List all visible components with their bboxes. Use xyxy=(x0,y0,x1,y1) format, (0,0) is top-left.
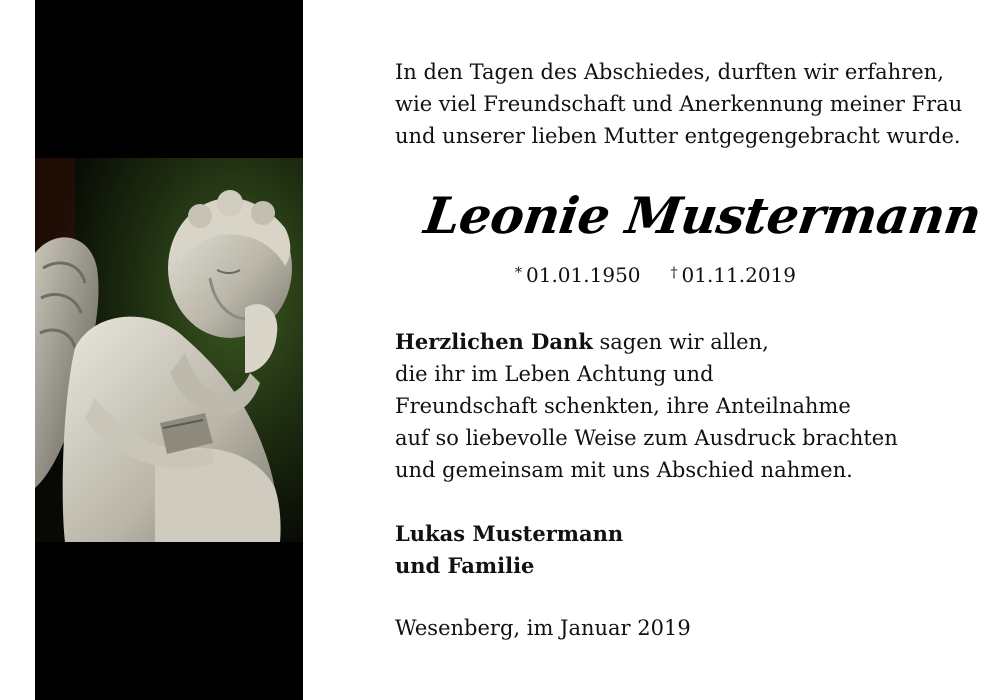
signature-line-2: und Familie xyxy=(395,553,535,578)
angel-statue-image xyxy=(35,158,303,542)
thanks-line: die ihr im Leben Achtung und xyxy=(395,362,714,386)
thanks-line: Freundschaft schenkten, ihre Anteilnahme xyxy=(395,394,851,418)
signature-line-1: Lukas Mustermann xyxy=(395,521,624,546)
thanks-line: und gemeinsam mit uns Abschied nahmen. xyxy=(395,458,853,482)
angel-statue-photo xyxy=(35,158,303,542)
death-symbol: † xyxy=(670,265,678,281)
birth-date: 01.01.1950 xyxy=(526,263,641,287)
thanks-first-line-rest: sagen wir allen, xyxy=(592,330,769,354)
thanks-first-line xyxy=(395,326,985,358)
intro-line: und unserer lieben Mutter entgegengebracht wurde. xyxy=(395,124,961,148)
thanks-bold-lead: Herzlichen Dank xyxy=(395,329,593,354)
intro-text xyxy=(395,56,985,152)
intro-line: wie viel Freundschaft und Anerkennung meiner Frau xyxy=(395,92,963,116)
intro-line: In den Tagen des Abschiedes, durften wir erfahren, xyxy=(395,60,944,84)
deceased-name: Leonie Mustermann xyxy=(420,186,985,245)
birth-symbol: * xyxy=(515,265,522,281)
signature xyxy=(395,518,623,582)
place-date: Wesenberg, im Januar 2019 xyxy=(395,616,691,640)
thanks-line: auf so liebevolle Weise zum Ausdruck brachten xyxy=(395,426,898,450)
death-date: 01.11.2019 xyxy=(681,263,797,287)
life-dates xyxy=(515,263,796,287)
thanks-text xyxy=(395,326,985,486)
